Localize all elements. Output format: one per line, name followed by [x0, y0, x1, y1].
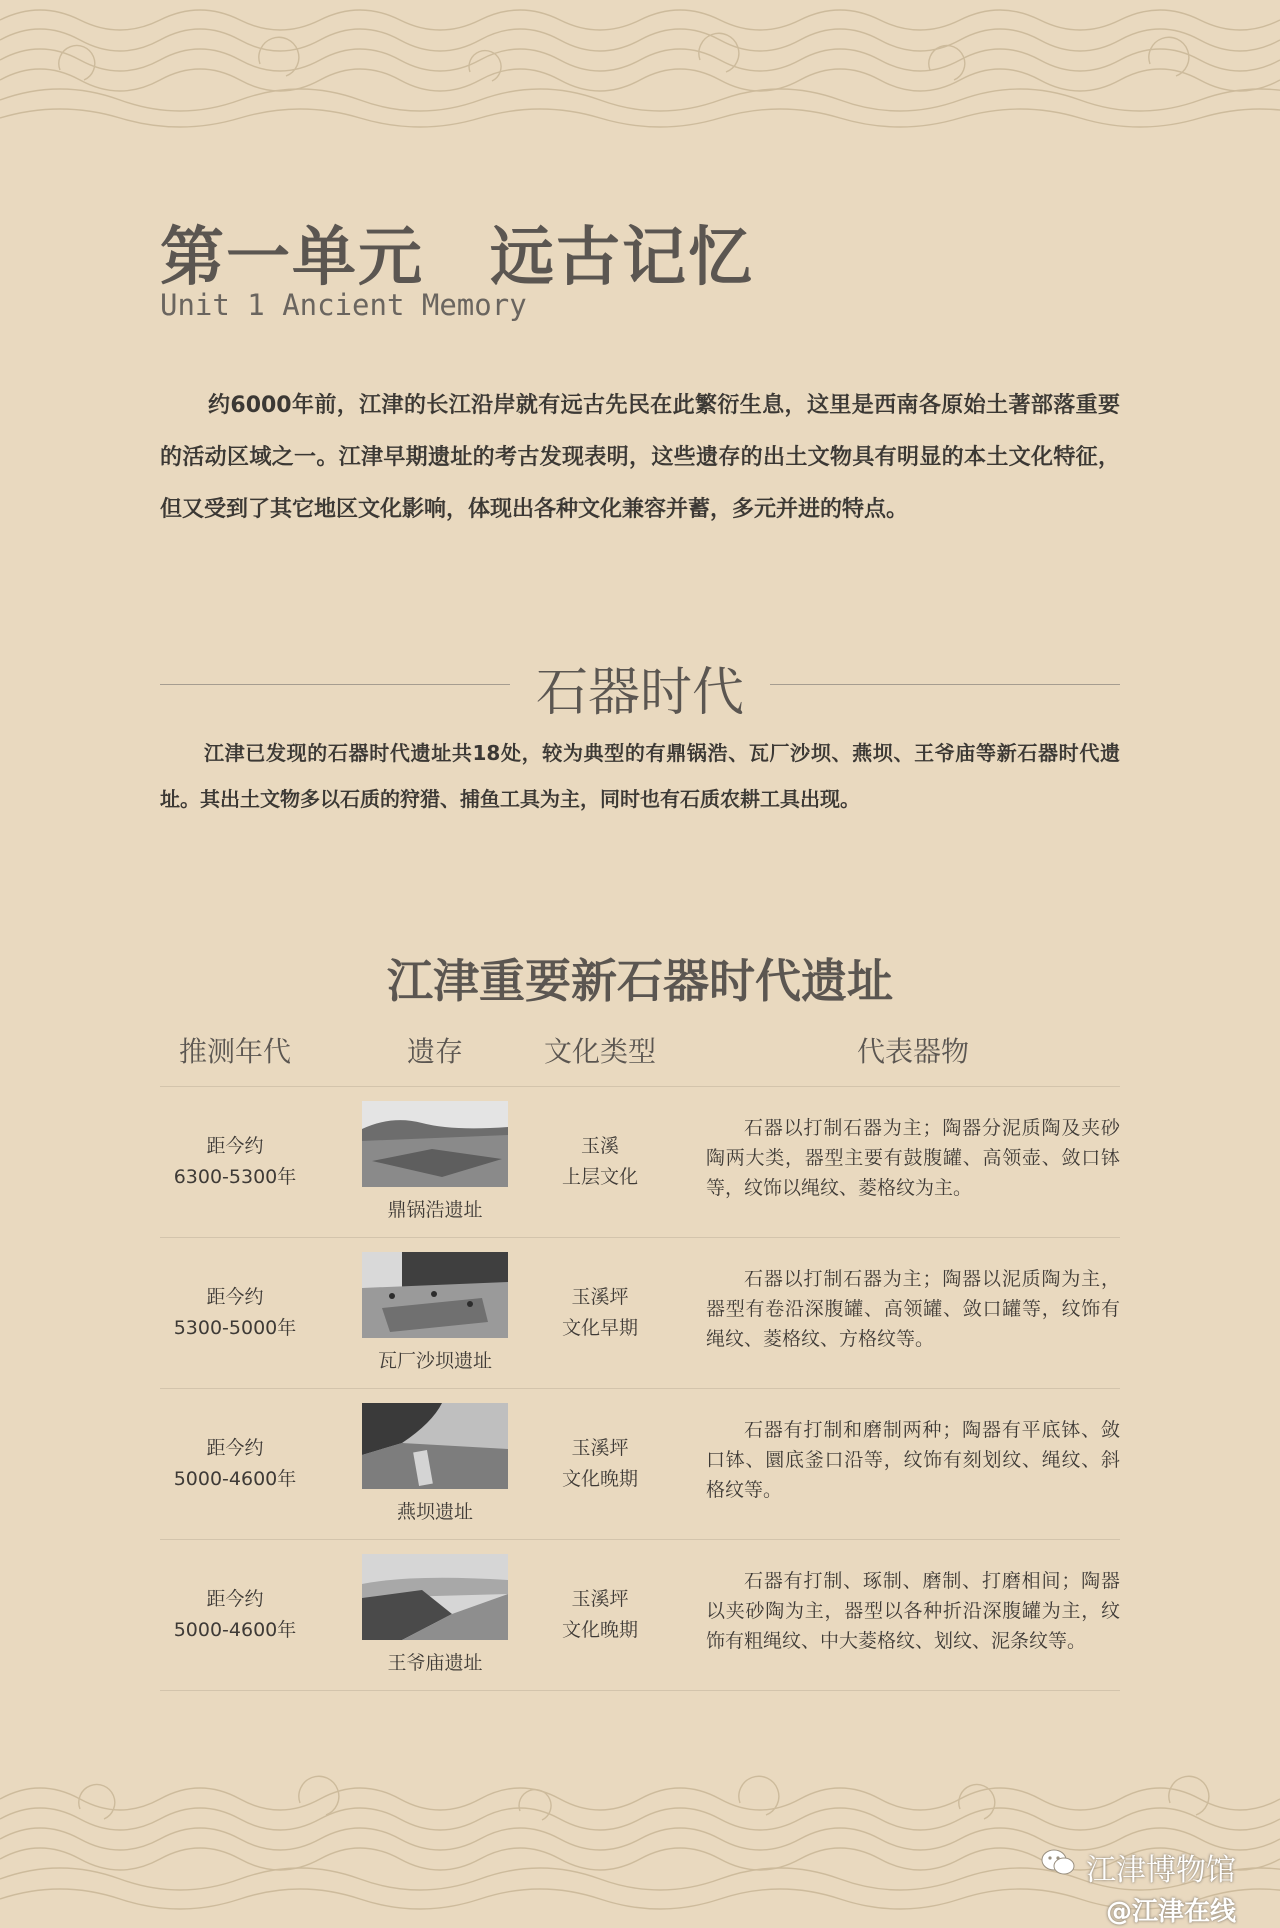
site-cell — [362, 1403, 508, 1524]
divider-right — [770, 684, 1120, 685]
culture-cell — [520, 1389, 680, 1539]
culture-cell — [520, 1087, 680, 1237]
culture-line: 文化晚期 — [561, 1619, 638, 1641]
site-cell — [362, 1252, 508, 1373]
culture-line: 文化早期 — [561, 1317, 638, 1339]
header-culture: 文化类型 — [543, 1035, 656, 1068]
stone-age-heading — [160, 650, 1120, 723]
era-range: 5000-4600年 — [173, 1619, 297, 1641]
era-cell — [160, 1087, 310, 1237]
site-photo — [362, 1403, 508, 1489]
intro-paragraph: 约6000年前，江津的长江沿岸就有远古先民在此繁衍生息，这里是西南各原始土著部落重要的活动区域之一。江津早期遗址的考古发现表明，这些遗存的出土文物具有明显的本土文化特征，但又受到了其它地区文化影响，体现出各种文化兼容并蓄，多元并进的特点。 — [160, 393, 1120, 522]
wechat-icon — [1040, 1848, 1076, 1886]
era-cell — [160, 1540, 310, 1690]
table-title: 江津重要新石器时代遗址 — [387, 954, 893, 1008]
culture-line: 玉溪 — [580, 1135, 619, 1157]
era-cell — [160, 1389, 310, 1539]
site-cell — [362, 1101, 508, 1222]
era-range: 6300-5300年 — [173, 1166, 297, 1188]
table-row — [160, 1388, 1120, 1539]
site-name: 鼎锅浩遗址 — [387, 1199, 483, 1221]
artifacts-cell: 石器以打制石器为主；陶器分泥质陶及夹砂陶两大类，器型主要有鼓腹罐、高领壶、敛口钵等，纹饰以绳纹、菱格纹为主。 — [706, 1117, 1120, 1199]
era-range: 5000-4600年 — [173, 1468, 297, 1490]
site-photo — [362, 1554, 508, 1640]
era-line: 距今约 — [206, 1286, 264, 1308]
unit-title: 第一单元 远古记忆 — [160, 220, 754, 295]
artifacts-cell: 石器以打制石器为主；陶器以泥质陶为主，器型有卷沿深腹罐、高领罐、敛口罐等，纹饰有绳纹、菱格纹、方格纹等。 — [706, 1268, 1120, 1350]
table-row — [160, 1237, 1120, 1388]
table-row — [160, 1539, 1120, 1691]
wave-pattern-top — [0, 0, 1280, 150]
section-title: 石器时代 — [535, 663, 744, 723]
unit-subtitle: Unit 1 Ancient Memory — [160, 288, 527, 322]
culture-line: 玉溪坪 — [571, 1588, 629, 1610]
culture-line: 上层文化 — [561, 1166, 638, 1188]
stone-age-paragraph: 江津已发现的石器时代遗址共18处，较为典型的有鼎锅浩、瓦厂沙坝、燕坝、王爷庙等新石器时代遗址。其出土文物多以石质的狩猎、捕鱼工具为主，同时也有石质农耕工具出现。 — [160, 741, 1120, 811]
era-line: 距今约 — [206, 1588, 264, 1610]
header-site: 遗存 — [406, 1035, 463, 1068]
era-cell — [160, 1238, 310, 1388]
era-range: 5300-5000年 — [173, 1317, 297, 1339]
header-artifacts: 代表器物 — [856, 1035, 969, 1068]
site-name: 燕坝遗址 — [396, 1501, 473, 1523]
watermark-source: @江津在线 — [1105, 1897, 1236, 1927]
site-photo — [362, 1101, 508, 1187]
culture-line: 玉溪坪 — [571, 1437, 629, 1459]
site-name: 王爷庙遗址 — [387, 1652, 483, 1674]
table-header — [160, 1030, 1120, 1086]
site-name: 瓦厂沙坝遗址 — [377, 1350, 492, 1372]
culture-line: 文化晚期 — [561, 1468, 638, 1490]
era-line: 距今约 — [206, 1437, 264, 1459]
watermark-account: 江津博物馆 — [1086, 1853, 1236, 1888]
artifacts-cell: 石器有打制和磨制两种；陶器有平底钵、敛口钵、圜底釜口沿等，纹饰有刻划纹、绳纹、斜格纹等。 — [706, 1419, 1120, 1501]
site-cell — [362, 1554, 508, 1675]
era-line: 距今约 — [206, 1135, 264, 1157]
site-photo — [362, 1252, 508, 1338]
artifacts-cell: 石器有打制、琢制、磨制、打磨相间；陶器以夹砂陶为主，器型以各种折沿深腹罐为主，纹饰有粗绳纹、中大菱格纹、划纹、泥条纹等。 — [706, 1570, 1120, 1652]
header-era: 推测年代 — [178, 1035, 291, 1068]
table-row — [160, 1086, 1120, 1237]
culture-line: 玉溪坪 — [571, 1286, 629, 1308]
culture-cell — [520, 1238, 680, 1388]
watermark — [1040, 1845, 1236, 1928]
culture-cell — [520, 1540, 680, 1690]
